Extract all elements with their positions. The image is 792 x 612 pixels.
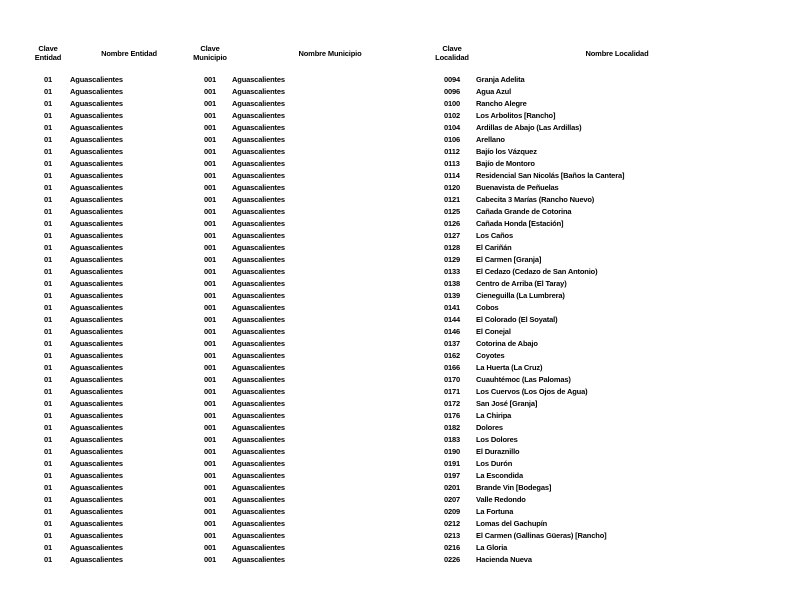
- table-row: [28, 410, 760, 422]
- cell-clave-municipio: 001: [203, 243, 217, 252]
- table-row: [28, 110, 760, 122]
- cell-nombre-localidad: Cotorina de Abajo: [476, 339, 538, 348]
- table-row: [28, 182, 760, 194]
- cell-clave-entidad: 01: [43, 135, 53, 144]
- cell-clave-municipio: 001: [203, 99, 217, 108]
- locality-table: [28, 42, 760, 566]
- cell-clave-entidad: 01: [43, 519, 53, 528]
- table-row: [28, 98, 760, 110]
- cell-nombre-localidad: Cobos: [476, 303, 499, 312]
- header-nombre-entidad: Nombre Entidad: [101, 48, 157, 58]
- cell-nombre-entidad: Aguascalientes: [70, 207, 123, 216]
- table-row: [28, 470, 760, 482]
- cell-clave-localidad: 0166: [443, 363, 461, 372]
- cell-clave-entidad: 01: [43, 495, 53, 504]
- cell-nombre-municipio: Aguascalientes: [232, 279, 285, 288]
- cell-clave-municipio: 001: [203, 339, 217, 348]
- table-row: [28, 122, 760, 134]
- table-row: [28, 350, 760, 362]
- cell-clave-localidad: 0112: [444, 147, 460, 156]
- cell-clave-localidad: 0209: [443, 507, 461, 516]
- cell-nombre-entidad: Aguascalientes: [70, 231, 123, 240]
- cell-nombre-localidad: Brande Vin [Bodegas]: [476, 483, 552, 492]
- cell-nombre-entidad: Aguascalientes: [70, 159, 123, 168]
- cell-nombre-municipio: Aguascalientes: [232, 435, 285, 444]
- cell-clave-localidad: 0139: [443, 291, 461, 300]
- table-row: [28, 554, 760, 566]
- cell-clave-localidad: 0094: [443, 75, 461, 84]
- cell-clave-localidad: 0141: [443, 303, 461, 312]
- cell-clave-localidad: 0125: [443, 207, 461, 216]
- cell-nombre-municipio: Aguascalientes: [232, 135, 285, 144]
- cell-nombre-entidad: Aguascalientes: [70, 387, 123, 396]
- cell-clave-localidad: 0172: [443, 399, 461, 408]
- table-row: [28, 194, 760, 206]
- cell-clave-entidad: 01: [43, 147, 53, 156]
- cell-nombre-municipio: Aguascalientes: [232, 459, 285, 468]
- cell-nombre-localidad: Coyotes: [476, 351, 505, 360]
- table-row: [28, 434, 760, 446]
- cell-nombre-municipio: Aguascalientes: [232, 351, 285, 360]
- cell-nombre-localidad: Ardillas de Abajo (Las Ardillas): [476, 123, 582, 132]
- cell-clave-entidad: 01: [43, 291, 53, 300]
- table-row: [28, 86, 760, 98]
- table-row: [28, 518, 760, 530]
- cell-nombre-entidad: Aguascalientes: [70, 171, 123, 180]
- cell-clave-entidad: 01: [43, 375, 53, 384]
- cell-nombre-localidad: La Gloria: [476, 543, 508, 552]
- cell-clave-entidad: 01: [43, 87, 53, 96]
- cell-nombre-municipio: Aguascalientes: [232, 375, 285, 384]
- cell-nombre-entidad: Aguascalientes: [70, 519, 123, 528]
- cell-nombre-localidad: Cabecita 3 Marías (Rancho Nuevo): [476, 195, 595, 204]
- cell-clave-localidad: 0137: [443, 339, 461, 348]
- cell-nombre-entidad: Aguascalientes: [70, 555, 123, 564]
- cell-clave-municipio: 001: [203, 135, 217, 144]
- cell-clave-entidad: 01: [43, 483, 53, 492]
- header-clave-municipio: Clave Municipio: [193, 44, 227, 62]
- cell-nombre-entidad: Aguascalientes: [70, 483, 123, 492]
- cell-clave-entidad: 01: [43, 183, 53, 192]
- cell-nombre-localidad: Arellano: [476, 135, 505, 144]
- table-row: [28, 134, 760, 146]
- cell-nombre-localidad: La Fortuna: [476, 507, 514, 516]
- cell-clave-entidad: 01: [43, 207, 53, 216]
- cell-nombre-municipio: Aguascalientes: [232, 411, 285, 420]
- cell-clave-entidad: 01: [43, 531, 53, 540]
- cell-nombre-municipio: Aguascalientes: [232, 399, 285, 408]
- cell-clave-municipio: 001: [203, 411, 217, 420]
- table-row: [28, 542, 760, 554]
- cell-clave-localidad: 0113: [444, 159, 460, 168]
- table-row: [28, 206, 760, 218]
- cell-clave-entidad: 01: [43, 471, 53, 480]
- cell-nombre-entidad: Aguascalientes: [70, 495, 123, 504]
- cell-clave-entidad: 01: [43, 267, 53, 276]
- cell-nombre-entidad: Aguascalientes: [70, 363, 123, 372]
- table-row: [28, 242, 760, 254]
- cell-nombre-localidad: Los Durón: [476, 459, 513, 468]
- cell-nombre-municipio: Aguascalientes: [232, 231, 285, 240]
- cell-nombre-municipio: Aguascalientes: [232, 507, 285, 516]
- cell-clave-localidad: 0212: [443, 519, 461, 528]
- cell-nombre-municipio: Aguascalientes: [232, 267, 285, 276]
- cell-clave-entidad: 01: [43, 315, 53, 324]
- cell-nombre-entidad: Aguascalientes: [70, 411, 123, 420]
- cell-clave-municipio: 001: [203, 495, 217, 504]
- cell-clave-localidad: 0144: [443, 315, 461, 324]
- cell-clave-localidad: 0146: [443, 327, 461, 336]
- table-row: [28, 266, 760, 278]
- table-row: [28, 494, 760, 506]
- cell-clave-entidad: 01: [43, 351, 53, 360]
- table-row: [28, 158, 760, 170]
- table-row: [28, 458, 760, 470]
- cell-nombre-municipio: Aguascalientes: [232, 195, 285, 204]
- cell-nombre-entidad: Aguascalientes: [70, 423, 123, 432]
- table-row: [28, 146, 760, 158]
- cell-clave-municipio: 001: [203, 519, 217, 528]
- cell-nombre-localidad: Agua Azul: [476, 87, 512, 96]
- cell-clave-municipio: 001: [203, 423, 217, 432]
- cell-nombre-localidad: Cieneguilla (La Lumbrera): [476, 291, 565, 300]
- cell-nombre-localidad: El Cedazo (Cedazo de San Antonio): [476, 267, 598, 276]
- cell-nombre-municipio: Aguascalientes: [232, 207, 285, 216]
- cell-nombre-localidad: La Escondida: [476, 471, 523, 480]
- cell-clave-municipio: 001: [203, 231, 217, 240]
- cell-clave-entidad: 01: [43, 327, 53, 336]
- cell-nombre-entidad: Aguascalientes: [70, 195, 123, 204]
- cell-nombre-entidad: Aguascalientes: [70, 351, 123, 360]
- cell-clave-municipio: 001: [203, 327, 217, 336]
- table-row: [28, 530, 760, 542]
- cell-clave-entidad: 01: [43, 423, 53, 432]
- cell-clave-localidad: 0114: [444, 171, 460, 180]
- cell-nombre-localidad: El Cariñán: [476, 243, 512, 252]
- cell-clave-localidad: 0226: [443, 555, 461, 564]
- cell-nombre-municipio: Aguascalientes: [232, 387, 285, 396]
- cell-nombre-entidad: Aguascalientes: [70, 375, 123, 384]
- cell-nombre-municipio: Aguascalientes: [232, 519, 285, 528]
- cell-clave-municipio: 001: [203, 111, 217, 120]
- cell-nombre-localidad: Bajío los Vázquez: [476, 147, 537, 156]
- cell-nombre-localidad: La Chiripa: [476, 411, 512, 420]
- table-header-row: [28, 42, 760, 64]
- table-body: [28, 74, 760, 566]
- cell-clave-municipio: 001: [203, 543, 217, 552]
- cell-clave-entidad: 01: [43, 387, 53, 396]
- cell-clave-localidad: 0216: [443, 543, 461, 552]
- cell-clave-entidad: 01: [43, 255, 53, 264]
- cell-nombre-municipio: Aguascalientes: [232, 483, 285, 492]
- cell-nombre-municipio: Aguascalientes: [232, 87, 285, 96]
- cell-clave-localidad: 0191: [443, 459, 461, 468]
- cell-clave-municipio: 001: [203, 291, 217, 300]
- cell-nombre-entidad: Aguascalientes: [70, 267, 123, 276]
- cell-clave-entidad: 01: [43, 159, 53, 168]
- cell-nombre-municipio: Aguascalientes: [232, 255, 285, 264]
- cell-clave-municipio: 001: [203, 279, 217, 288]
- cell-clave-localidad: 0102: [443, 111, 461, 120]
- cell-clave-localidad: 0176: [443, 411, 461, 420]
- cell-clave-localidad: 0127: [443, 231, 461, 240]
- header-clave-localidad: Clave Localidad: [435, 44, 469, 62]
- cell-nombre-municipio: Aguascalientes: [232, 75, 285, 84]
- cell-clave-localidad: 0133: [443, 267, 461, 276]
- cell-clave-municipio: 001: [203, 195, 217, 204]
- cell-nombre-municipio: Aguascalientes: [232, 447, 285, 456]
- cell-nombre-localidad: El Colorado (El Soyatal): [476, 315, 558, 324]
- cell-nombre-municipio: Aguascalientes: [232, 147, 285, 156]
- table-row: [28, 278, 760, 290]
- cell-clave-localidad: 0138: [443, 279, 461, 288]
- cell-clave-municipio: 001: [203, 363, 217, 372]
- cell-nombre-localidad: Cañada Honda [Estación]: [476, 219, 564, 228]
- cell-clave-entidad: 01: [43, 459, 53, 468]
- cell-nombre-entidad: Aguascalientes: [70, 459, 123, 468]
- cell-clave-localidad: 0201: [443, 483, 461, 492]
- cell-nombre-entidad: Aguascalientes: [70, 87, 123, 96]
- cell-nombre-entidad: Aguascalientes: [70, 303, 123, 312]
- cell-clave-entidad: 01: [43, 555, 53, 564]
- cell-nombre-entidad: Aguascalientes: [70, 291, 123, 300]
- table-row: [28, 398, 760, 410]
- cell-nombre-entidad: Aguascalientes: [70, 447, 123, 456]
- cell-clave-municipio: 001: [203, 147, 217, 156]
- cell-clave-municipio: 001: [203, 471, 217, 480]
- cell-clave-entidad: 01: [43, 243, 53, 252]
- cell-clave-localidad: 0100: [443, 99, 461, 108]
- cell-nombre-municipio: Aguascalientes: [232, 555, 285, 564]
- cell-nombre-entidad: Aguascalientes: [70, 219, 123, 228]
- cell-nombre-localidad: Bajío de Montoro: [476, 159, 535, 168]
- cell-nombre-municipio: Aguascalientes: [232, 327, 285, 336]
- cell-clave-localidad: 0190: [443, 447, 461, 456]
- cell-nombre-municipio: Aguascalientes: [232, 423, 285, 432]
- cell-clave-municipio: 001: [203, 531, 217, 540]
- cell-clave-entidad: 01: [43, 435, 53, 444]
- cell-clave-municipio: 001: [203, 387, 217, 396]
- cell-nombre-municipio: Aguascalientes: [232, 303, 285, 312]
- cell-clave-entidad: 01: [43, 231, 53, 240]
- cell-clave-entidad: 01: [43, 363, 53, 372]
- cell-nombre-entidad: Aguascalientes: [70, 399, 123, 408]
- cell-clave-municipio: 001: [203, 123, 217, 132]
- cell-clave-entidad: 01: [43, 111, 53, 120]
- cell-nombre-municipio: Aguascalientes: [232, 531, 285, 540]
- cell-clave-entidad: 01: [43, 75, 53, 84]
- cell-nombre-municipio: Aguascalientes: [232, 315, 285, 324]
- table-row: [28, 254, 760, 266]
- cell-nombre-localidad: El Duraznillo: [476, 447, 520, 456]
- table-row: [28, 482, 760, 494]
- cell-nombre-localidad: Cuauhtémoc (Las Palomas): [476, 375, 571, 384]
- cell-nombre-entidad: Aguascalientes: [70, 135, 123, 144]
- cell-nombre-municipio: Aguascalientes: [232, 183, 285, 192]
- cell-clave-entidad: 01: [43, 219, 53, 228]
- table-row: [28, 374, 760, 386]
- table-row: [28, 326, 760, 338]
- cell-clave-municipio: 001: [203, 303, 217, 312]
- table-row: [28, 218, 760, 230]
- cell-nombre-municipio: Aguascalientes: [232, 171, 285, 180]
- cell-clave-municipio: 001: [203, 183, 217, 192]
- cell-clave-localidad: 0170: [443, 375, 461, 384]
- cell-nombre-entidad: Aguascalientes: [70, 183, 123, 192]
- cell-clave-municipio: 001: [203, 87, 217, 96]
- cell-nombre-localidad: Centro de Arriba (El Taray): [476, 279, 567, 288]
- table-row: [28, 506, 760, 518]
- cell-clave-localidad: 0213: [443, 531, 461, 540]
- table-row: [28, 362, 760, 374]
- cell-clave-municipio: 001: [203, 159, 217, 168]
- cell-nombre-municipio: Aguascalientes: [232, 111, 285, 120]
- cell-nombre-localidad: Granja Adelita: [476, 75, 525, 84]
- cell-clave-entidad: 01: [43, 543, 53, 552]
- cell-clave-municipio: 001: [203, 447, 217, 456]
- cell-nombre-localidad: Residencial San Nicolás [Baños la Cantera]: [476, 171, 625, 180]
- cell-nombre-entidad: Aguascalientes: [70, 315, 123, 324]
- cell-nombre-localidad: Lomas del Gachupín: [476, 519, 548, 528]
- cell-clave-entidad: 01: [43, 411, 53, 420]
- cell-clave-entidad: 01: [43, 171, 53, 180]
- cell-clave-entidad: 01: [43, 123, 53, 132]
- cell-clave-localidad: 0183: [443, 435, 461, 444]
- cell-clave-localidad: 0207: [443, 495, 461, 504]
- cell-clave-municipio: 001: [203, 351, 217, 360]
- table-row: [28, 338, 760, 350]
- cell-clave-localidad: 0171: [443, 387, 461, 396]
- table-row: [28, 314, 760, 326]
- cell-nombre-municipio: Aguascalientes: [232, 543, 285, 552]
- cell-clave-municipio: 001: [203, 435, 217, 444]
- table-row: [28, 74, 760, 86]
- cell-clave-municipio: 001: [203, 75, 217, 84]
- cell-nombre-localidad: Dolores: [476, 423, 503, 432]
- cell-clave-municipio: 001: [203, 207, 217, 216]
- cell-nombre-localidad: La Huerta (La Cruz): [476, 363, 543, 372]
- table-row: [28, 170, 760, 182]
- cell-clave-municipio: 001: [203, 375, 217, 384]
- header-clave-entidad: Clave Entidad: [34, 44, 62, 62]
- cell-clave-localidad: 0182: [443, 423, 461, 432]
- cell-nombre-entidad: Aguascalientes: [70, 507, 123, 516]
- cell-nombre-localidad: Buenavista de Peñuelas: [476, 183, 559, 192]
- cell-nombre-municipio: Aguascalientes: [232, 363, 285, 372]
- cell-nombre-entidad: Aguascalientes: [70, 327, 123, 336]
- cell-nombre-entidad: Aguascalientes: [70, 243, 123, 252]
- cell-nombre-localidad: Cañada Grande de Cotorina: [476, 207, 572, 216]
- cell-clave-entidad: 01: [43, 279, 53, 288]
- cell-nombre-municipio: Aguascalientes: [232, 471, 285, 480]
- cell-nombre-entidad: Aguascalientes: [70, 339, 123, 348]
- cell-nombre-localidad: Los Cuervos (Los Ojos de Agua): [476, 387, 588, 396]
- cell-clave-municipio: 001: [203, 459, 217, 468]
- cell-nombre-entidad: Aguascalientes: [70, 255, 123, 264]
- cell-clave-entidad: 01: [43, 303, 53, 312]
- table-row: [28, 290, 760, 302]
- cell-nombre-municipio: Aguascalientes: [232, 495, 285, 504]
- cell-clave-localidad: 0129: [443, 255, 461, 264]
- cell-clave-localidad: 0197: [443, 471, 461, 480]
- cell-nombre-entidad: Aguascalientes: [70, 435, 123, 444]
- cell-nombre-municipio: Aguascalientes: [232, 99, 285, 108]
- cell-nombre-localidad: Hacienda Nueva: [476, 555, 532, 564]
- cell-clave-localidad: 0096: [443, 87, 461, 96]
- cell-nombre-localidad: San José [Granja]: [476, 399, 538, 408]
- cell-clave-municipio: 001: [203, 315, 217, 324]
- header-nombre-municipio: Nombre Municipio: [298, 48, 362, 58]
- cell-clave-municipio: 001: [203, 399, 217, 408]
- table-row: [28, 446, 760, 458]
- cell-nombre-entidad: Aguascalientes: [70, 531, 123, 540]
- cell-nombre-entidad: Aguascalientes: [70, 99, 123, 108]
- cell-clave-municipio: 001: [203, 507, 217, 516]
- cell-nombre-entidad: Aguascalientes: [70, 147, 123, 156]
- cell-nombre-localidad: Los Arbolitos [Rancho]: [476, 111, 556, 120]
- cell-nombre-entidad: Aguascalientes: [70, 75, 123, 84]
- cell-clave-entidad: 01: [43, 99, 53, 108]
- cell-clave-entidad: 01: [43, 195, 53, 204]
- cell-clave-entidad: 01: [43, 399, 53, 408]
- cell-clave-entidad: 01: [43, 507, 53, 516]
- cell-nombre-entidad: Aguascalientes: [70, 471, 123, 480]
- cell-clave-localidad: 0106: [443, 135, 461, 144]
- cell-nombre-entidad: Aguascalientes: [70, 279, 123, 288]
- cell-nombre-localidad: Los Caños: [476, 231, 513, 240]
- cell-nombre-localidad: Rancho Alegre: [476, 99, 527, 108]
- table-row: [28, 230, 760, 242]
- cell-nombre-municipio: Aguascalientes: [232, 339, 285, 348]
- cell-clave-localidad: 0121: [443, 195, 461, 204]
- cell-clave-entidad: 01: [43, 339, 53, 348]
- cell-clave-municipio: 001: [203, 483, 217, 492]
- cell-nombre-entidad: Aguascalientes: [70, 543, 123, 552]
- cell-nombre-localidad: El Carmen (Gallinas Güeras) [Rancho]: [476, 531, 607, 540]
- cell-nombre-localidad: Valle Redondo: [476, 495, 526, 504]
- cell-nombre-entidad: Aguascalientes: [70, 123, 123, 132]
- cell-nombre-municipio: Aguascalientes: [232, 243, 285, 252]
- cell-clave-localidad: 0104: [443, 123, 461, 132]
- cell-nombre-municipio: Aguascalientes: [232, 123, 285, 132]
- cell-clave-entidad: 01: [43, 447, 53, 456]
- cell-clave-municipio: 001: [203, 171, 217, 180]
- cell-clave-localidad: 0162: [443, 351, 461, 360]
- cell-clave-municipio: 001: [203, 219, 217, 228]
- cell-clave-localidad: 0126: [443, 219, 461, 228]
- cell-nombre-entidad: Aguascalientes: [70, 111, 123, 120]
- cell-nombre-municipio: Aguascalientes: [232, 159, 285, 168]
- cell-nombre-localidad: Los Dolores: [476, 435, 518, 444]
- cell-nombre-localidad: El Carmen [Granja]: [476, 255, 542, 264]
- table-row: [28, 302, 760, 314]
- cell-nombre-municipio: Aguascalientes: [232, 291, 285, 300]
- table-row: [28, 422, 760, 434]
- table-row: [28, 386, 760, 398]
- header-nombre-localidad: Nombre Localidad: [585, 48, 649, 58]
- cell-clave-localidad: 0120: [443, 183, 461, 192]
- cell-clave-municipio: 001: [203, 555, 217, 564]
- cell-nombre-municipio: Aguascalientes: [232, 219, 285, 228]
- cell-clave-municipio: 001: [203, 267, 217, 276]
- cell-clave-localidad: 0128: [443, 243, 461, 252]
- cell-nombre-localidad: El Conejal: [476, 327, 511, 336]
- cell-clave-municipio: 001: [203, 255, 217, 264]
